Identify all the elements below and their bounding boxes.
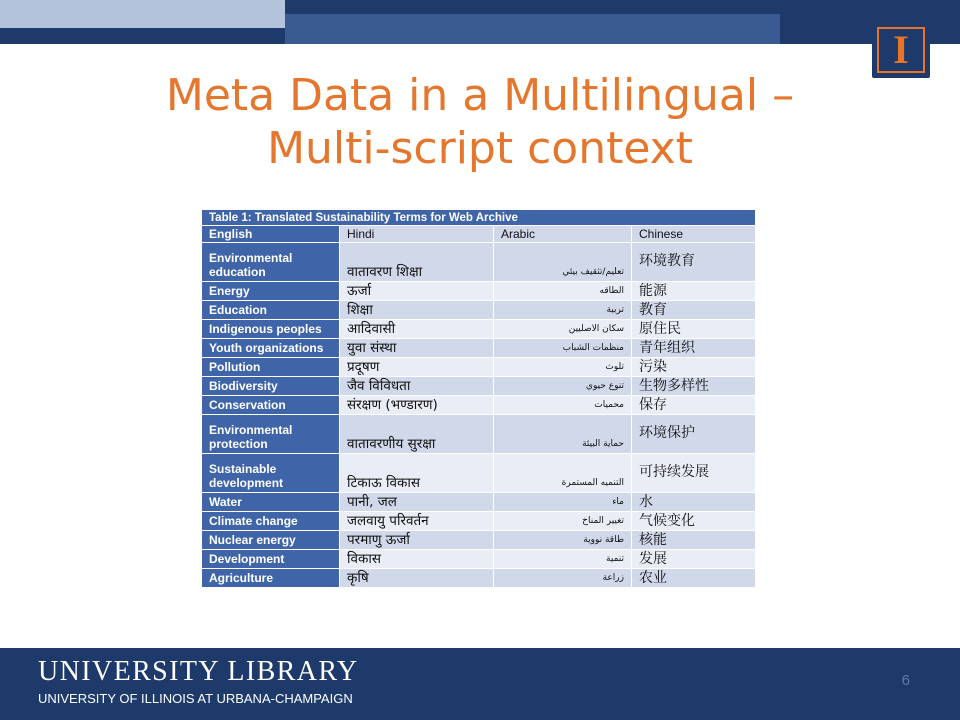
column-header-chinese: Chinese xyxy=(632,226,756,243)
table-cell-hindi: वातावरणीय सुरक्षा xyxy=(340,415,494,454)
table-cell-chinese: 生物多样性 xyxy=(632,377,756,396)
table-cell-chinese: 农业 xyxy=(632,569,756,588)
table-cell-hindi: प्रदूषण xyxy=(340,358,494,377)
table-cell-english: Environmental education xyxy=(202,243,340,282)
table-cell-english: Conservation xyxy=(202,396,340,415)
slide-title xyxy=(100,70,860,176)
table-row xyxy=(202,282,756,301)
table-cell-arabic: ماء xyxy=(494,493,632,512)
table-cell-hindi: विकास xyxy=(340,550,494,569)
table-cell-hindi: टिकाऊ विकास xyxy=(340,454,494,493)
table-cell-arabic: تغيير المناخ xyxy=(494,512,632,531)
table-row xyxy=(202,415,756,454)
table-cell-english: Water xyxy=(202,493,340,512)
slide-title-line-1: Meta Data in a Multilingual – xyxy=(165,70,795,121)
table-cell-chinese: 环境教育 xyxy=(632,243,756,282)
illinois-logo-frame xyxy=(877,27,925,73)
table-cell-arabic: زراعة xyxy=(494,569,632,588)
column-header-arabic: Arabic xyxy=(494,226,632,243)
table-cell-chinese: 能源 xyxy=(632,282,756,301)
table-cell-chinese: 气候变化 xyxy=(632,512,756,531)
table-row xyxy=(202,358,756,377)
top-banner-light-block xyxy=(0,0,285,28)
table-cell-arabic: تلوث xyxy=(494,358,632,377)
table-cell-hindi: पानी, जल xyxy=(340,493,494,512)
table-cell-hindi: जलवायु परिवर्तन xyxy=(340,512,494,531)
table-cell-english: Pollution xyxy=(202,358,340,377)
table-cell-english: Biodiversity xyxy=(202,377,340,396)
table-cell-hindi: संरक्षण (भण्डारण) xyxy=(340,396,494,415)
table-cell-hindi: कृषि xyxy=(340,569,494,588)
table-cell-hindi: वातावरण शिक्षा xyxy=(340,243,494,282)
table-cell-hindi: शिक्षा xyxy=(340,301,494,320)
page-number: 6 xyxy=(901,672,910,689)
table-cell-arabic: طاقة نووية xyxy=(494,531,632,550)
table-cell-arabic: التنميه المستمرة xyxy=(494,454,632,493)
table-cell-arabic: تربية xyxy=(494,301,632,320)
table-cell-chinese: 水 xyxy=(632,493,756,512)
table-row xyxy=(202,493,756,512)
table-header-row xyxy=(202,226,756,243)
column-header-english: English xyxy=(202,226,340,243)
library-name: UNIVERSITY LIBRARY xyxy=(38,656,359,687)
table-cell-english: Nuclear energy xyxy=(202,531,340,550)
table-cell-english: Agriculture xyxy=(202,569,340,588)
table-cell-hindi: युवा संस्था xyxy=(340,339,494,358)
table-cell-english: Climate change xyxy=(202,512,340,531)
table-cell-chinese: 可持续发展 xyxy=(632,454,756,493)
table-cell-chinese: 环境保护 xyxy=(632,415,756,454)
table-row xyxy=(202,339,756,358)
table-cell-chinese: 污染 xyxy=(632,358,756,377)
table-cell-hindi: आदिवासी xyxy=(340,320,494,339)
illinois-logo xyxy=(872,22,930,78)
table-row xyxy=(202,301,756,320)
table-cell-english: Sustainable development xyxy=(202,454,340,493)
table-cell-english: Education xyxy=(202,301,340,320)
table-cell-chinese: 发展 xyxy=(632,550,756,569)
table-cell-arabic: محميات xyxy=(494,396,632,415)
table-row xyxy=(202,512,756,531)
table-cell-arabic: منظمات الشباب xyxy=(494,339,632,358)
table-cell-chinese: 保存 xyxy=(632,396,756,415)
table-cell-arabic: حماية البيئة xyxy=(494,415,632,454)
table-cell-arabic: تنوع حيوي xyxy=(494,377,632,396)
table-cell-english: Environmental protection xyxy=(202,415,340,454)
table-cell-english: Indigenous peoples xyxy=(202,320,340,339)
table-cell-arabic: الطاقه xyxy=(494,282,632,301)
table-row xyxy=(202,320,756,339)
table-cell-chinese: 原住民 xyxy=(632,320,756,339)
table-row xyxy=(202,377,756,396)
top-banner-mid-block xyxy=(285,14,780,44)
table-cell-english: Energy xyxy=(202,282,340,301)
table-cell-english: Youth organizations xyxy=(202,339,340,358)
table-row xyxy=(202,550,756,569)
illinois-logo-letter: I xyxy=(893,27,909,72)
table-cell-arabic: تنمية xyxy=(494,550,632,569)
table-caption: Table 1: Translated Sustainability Terms for Web Archive xyxy=(202,210,756,226)
table-row xyxy=(202,243,756,282)
table-cell-arabic: تعليم/تثقيف بيئي xyxy=(494,243,632,282)
column-header-hindi: Hindi xyxy=(340,226,494,243)
table-cell-chinese: 青年组织 xyxy=(632,339,756,358)
table-cell-chinese: 核能 xyxy=(632,531,756,550)
slide-title-line-2: Multi-script context xyxy=(267,122,693,174)
table-caption-row xyxy=(202,210,756,226)
table-cell-english: Development xyxy=(202,550,340,569)
table-cell-chinese: 教育 xyxy=(632,301,756,320)
table-cell-arabic: سكان الاصليين xyxy=(494,320,632,339)
table-row xyxy=(202,531,756,550)
translation-table xyxy=(201,209,756,588)
table-cell-hindi: ऊर्जा xyxy=(340,282,494,301)
table-cell-hindi: जैव विविधता xyxy=(340,377,494,396)
table-row xyxy=(202,396,756,415)
university-name: UNIVERSITY OF ILLINOIS AT URBANA-CHAMPAIGN xyxy=(38,691,353,706)
table-row xyxy=(202,569,756,588)
table-row xyxy=(202,454,756,493)
table-cell-hindi: परमाणु ऊर्जा xyxy=(340,531,494,550)
